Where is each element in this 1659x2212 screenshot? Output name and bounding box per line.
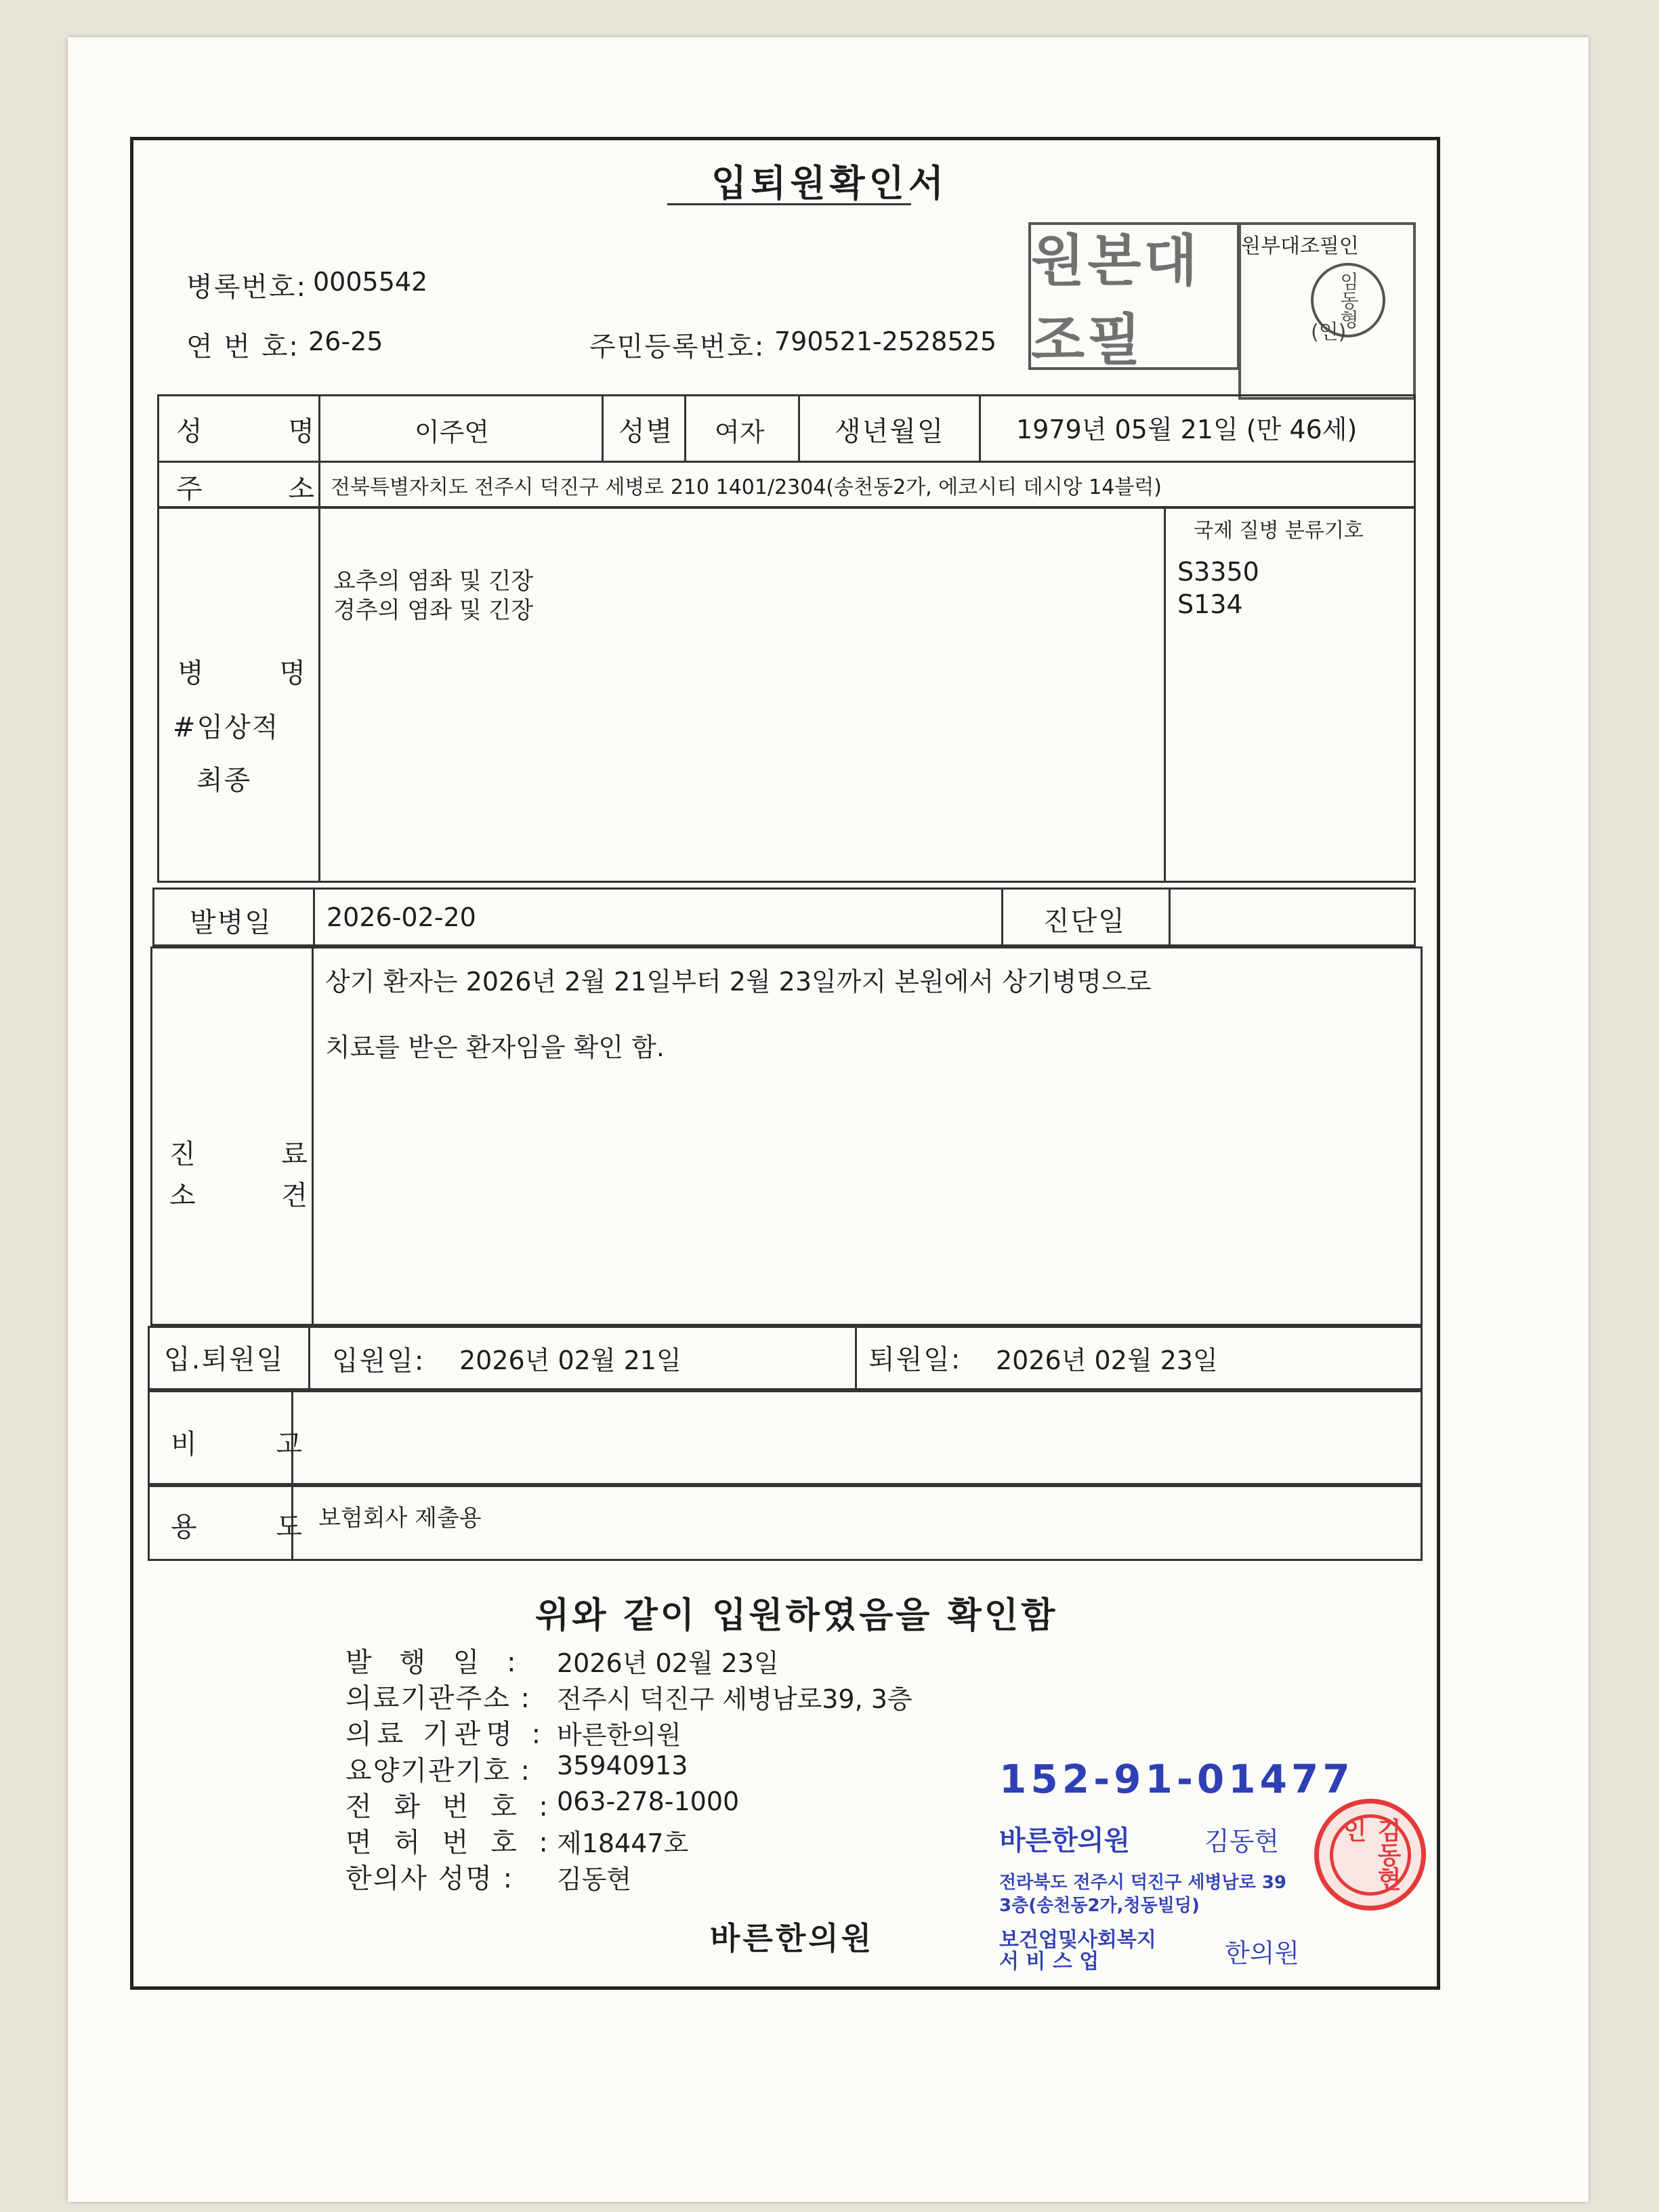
clinic-name-label: 의료 기관명 : (345, 1719, 547, 1750)
care-institution-code: 35940913 (557, 1751, 688, 1780)
biz-address-1: 전라북도 전주시 덕진구 세병남로 39 (999, 1873, 1287, 1893)
diagnosis-label-final: 최종 (196, 765, 252, 796)
biz-owner-name: 김동현 (1204, 1827, 1280, 1856)
discharge-date: 2026년 02월 23일 (996, 1345, 1218, 1375)
clinic-address: 전주시 덕진구 세병남로39, 3층 (557, 1684, 912, 1714)
biz-type: 한의원 (1225, 1938, 1300, 1968)
copy-verified-stamp (1028, 222, 1240, 373)
title-underline (667, 203, 911, 205)
resident-registration-number: 790521-2528525 (774, 327, 997, 356)
onset-label: 발병일 (190, 907, 272, 938)
patient-sex: 여자 (715, 417, 765, 447)
copy-stamp-box-label: 원부대조필인 (1241, 234, 1359, 258)
biz-category-2: 서 비 스 업 (999, 1950, 1099, 1974)
discharge-label: 퇴원일: (868, 1344, 962, 1375)
biz-address-2: 3층(송천동2가,청동빌딩) (999, 1896, 1200, 1916)
copy-seal-mark: (인) (1311, 320, 1347, 344)
license-label: 면 허 번 호 : (345, 1827, 555, 1858)
opinion-line-1: 상기 환자는 2026년 2월 21일부터 2월 23일까지 본원에서 상기병명으로 (325, 967, 1152, 997)
diagnosis-label-clinical: #임상적 (173, 712, 280, 743)
doctor-name-label: 한의사 성명 : (345, 1863, 514, 1894)
dob-label: 생년월일 (835, 416, 945, 447)
patient-address: 전북특별자치도 전주시 덕진구 세병로 210 1401/2304(송천동2가, 에코시티 데시앙 14블럭) (331, 476, 1162, 499)
address-label: 주 소 (176, 474, 316, 505)
onset-date: 2026-02-20 (327, 902, 476, 932)
biz-clinic-name: 바른한의원 (999, 1825, 1131, 1856)
copy-verified-stamp-text: 원본대조필 (1031, 229, 1200, 373)
purpose-label: 용 도 (171, 1511, 303, 1543)
patient-dob: 1979년 05월 21일 (만 46세) (1016, 415, 1358, 444)
diagnosis-code-2: S134 (1177, 589, 1243, 619)
opinion-label-2: 소 견 (169, 1180, 309, 1211)
copy-seal-text: 임동형 (1337, 272, 1360, 329)
confirm-statement: 위와 같이 입원하였음을 확인함 (535, 1595, 1058, 1636)
phone-number: 063-278-1000 (557, 1787, 740, 1816)
record-number-label: 병록번호: (186, 272, 308, 303)
purpose-value: 보험회사 제출용 (318, 1505, 482, 1532)
opinion-line-2: 치료를 받은 환자임을 확인 함. (325, 1032, 665, 1062)
name-label: 성 명 (176, 416, 316, 447)
opinion-section (150, 946, 1423, 1326)
clinic-signature: 바른한의원 (710, 1920, 875, 1957)
opinion-label-1: 진 료 (169, 1139, 309, 1170)
doctor-red-seal-text: 김동현인 (1330, 1814, 1411, 1896)
care-institution-code-label: 요양기관기호 : (345, 1755, 532, 1787)
clinic-name: 바른한의원 (557, 1720, 681, 1750)
diagnosis-code-1: S3350 (1177, 557, 1259, 587)
phone-label: 전 화 번 호 : (345, 1791, 555, 1822)
clinic-address-label: 의료기관주소 : (345, 1683, 532, 1714)
diagnosis-name-2: 경추의 염좌 및 긴장 (333, 597, 534, 624)
diagnosis-name-1: 요추의 염좌 및 긴장 (333, 568, 534, 595)
admit-label: 입원일: (332, 1345, 425, 1377)
issue-date: 2026년 02월 23일 (557, 1648, 779, 1678)
serial-number: 26-25 (308, 327, 383, 356)
serial-number-label: 연 번 호: (186, 331, 299, 362)
sex-label: 성별 (618, 416, 674, 447)
diagnosis-date-label: 진단일 (1043, 906, 1126, 937)
patient-name: 이주연 (415, 417, 490, 447)
rrn-label: 주민등록번호: (589, 331, 765, 362)
icd-code-header: 국제 질병 분류기호 (1194, 519, 1364, 543)
license-number: 제18447호 (557, 1829, 689, 1858)
remarks-row (148, 1390, 1423, 1485)
diagnosis-label: 병 명 (177, 658, 307, 689)
biz-category-1: 보건업및사회복지 (999, 1928, 1156, 1952)
record-number: 0005542 (313, 267, 428, 297)
remarks-label: 비 고 (171, 1429, 303, 1460)
doctor-name: 김동현 (557, 1864, 632, 1894)
document-title: 입퇴원확인서 (711, 162, 948, 205)
admit-date: 2026년 02월 21일 (459, 1345, 681, 1375)
biz-reg-number: 152-91-01477 (999, 1756, 1354, 1802)
issue-date-label: 발 행 일 : (345, 1647, 526, 1678)
stay-label: 입.퇴원일 (164, 1344, 285, 1375)
doctor-red-seal (1314, 1799, 1426, 1911)
